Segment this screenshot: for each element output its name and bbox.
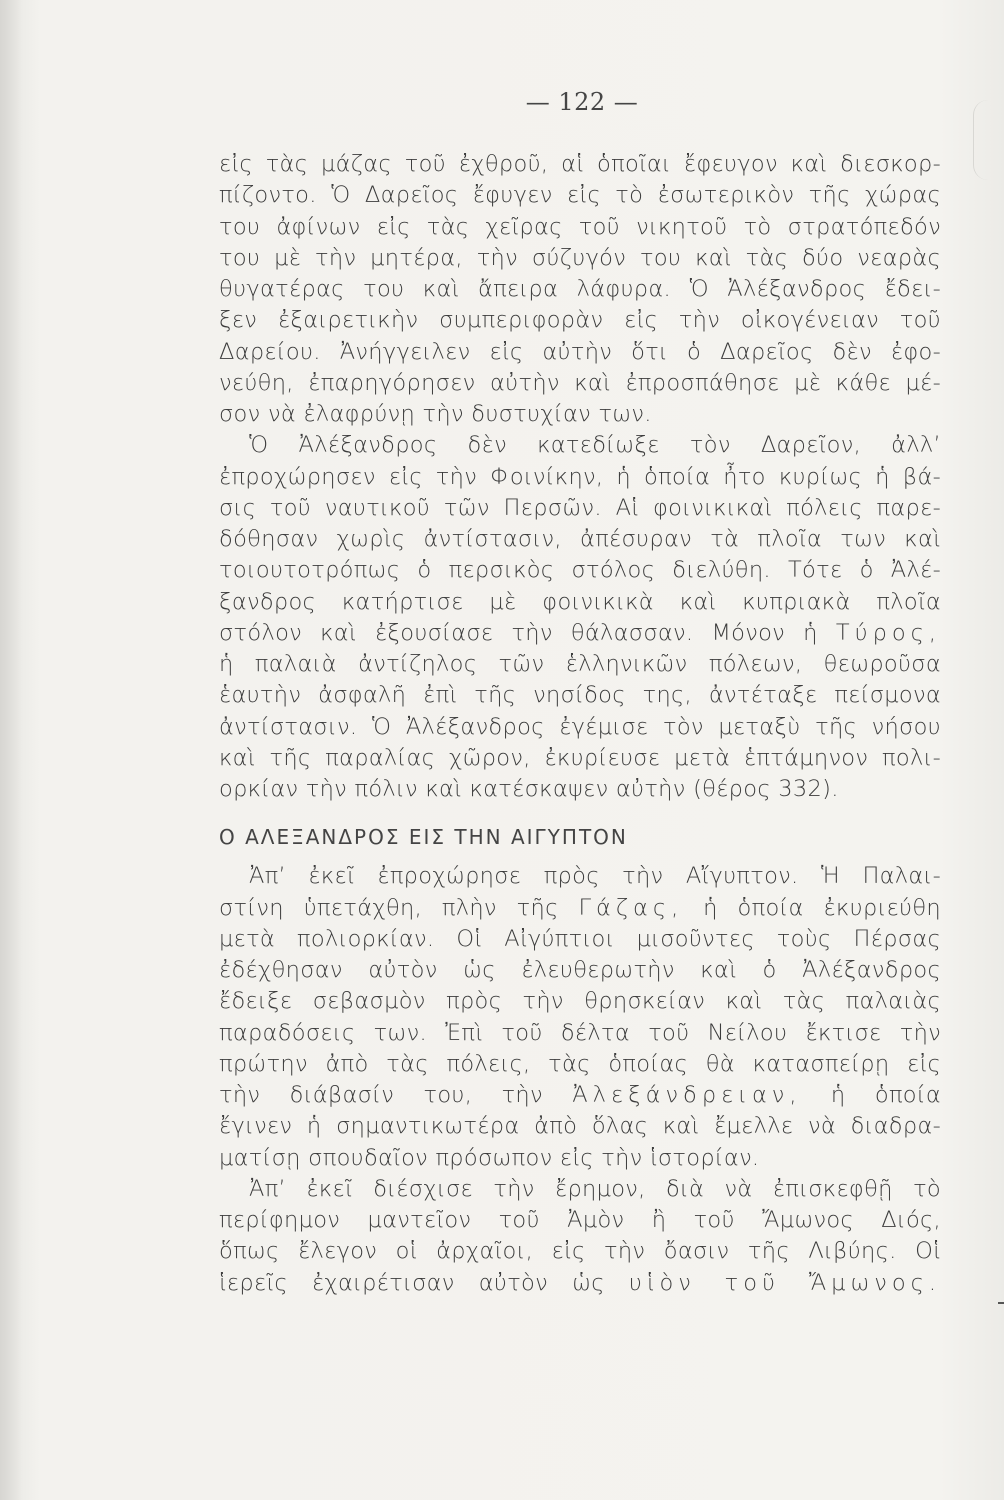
text-line: εἰς τὰς μάζας τοῦ ἐχθροῦ, αἱ ὁποῖαι ἔφευγον καὶ διεσκορ-: [219, 151, 941, 177]
text-segment: στίνη ὑπετάχθη, πλὴν τῆς: [219, 894, 559, 921]
text-line: [219, 1080, 941, 1111]
emphasized-name-tyros: Τύρος,: [835, 619, 941, 646]
text-line: Ἀπ’ ἐκεῖ διέσχισε τὴν ἔρημον, διὰ νὰ ἐπισκεφθῇ τὸ: [249, 1175, 941, 1202]
text-line: ἀντίστασιν. Ὁ Ἀλέξανδρος ἐγέμισε τὸν μεταξὺ τῆς νήσου: [219, 713, 941, 740]
text-segment: ἱερεῖς ἐχαιρέτισαν αὐτὸν ὡς: [219, 1269, 605, 1296]
text-line: ἡ παλαιὰ ἀντίζηλος τῶν ἑλληνικῶν πόλεων, θεωροῦσα: [219, 651, 941, 677]
body-text: [219, 149, 941, 1299]
text-line: ξεν ἐξαιρετικὴν συμπεριφορὰν εἰς τὴν οἰκογένειαν τοῦ: [219, 307, 941, 334]
text-line: περίφημον μαντεῖον τοῦ Ἀμὸν ἢ τοῦ Ἄμωνος Διός,: [219, 1207, 941, 1233]
text-line: [219, 1268, 941, 1299]
text-line: δόθησαν χωρὶς ἀντίστασιν, ἀπέσυραν τὰ πλοῖα των καὶ: [219, 526, 941, 552]
text-line: ορκίαν τὴν πόλιν καὶ κατέσκαψεν αὐτὴν (θέρος 332).: [219, 776, 839, 802]
emphasized-name-gaza: Γάζας,: [578, 894, 684, 921]
text-segment: στόλον καὶ ἐξουσίασε τὴν θάλασσαν. Μόνον ἡ: [219, 619, 818, 646]
text-line: Δαρείου. Ἀνήγγειλεν εἰς αὐτὴν ὅτι ὁ Δαρεῖος δὲν ἐφο-: [219, 338, 941, 365]
text-segment: ἡ ὁποία ἐκυριεύθη: [703, 894, 941, 921]
text-segment: ἡ ὁποία: [830, 1082, 941, 1108]
text-line: Ἀπ’ ἐκεῖ ἐπροχώρησε πρὸς τὴν Αἴγυπτον. Ἡ Παλαι-: [249, 863, 941, 890]
binding-shadow: [0, 0, 22, 1500]
section-heading: Ο ΑΛΕΞΑΝΔΡΟΣ ΕΙΣ ΤΗΝ ΑΙΓΥΠΤΟΝ: [219, 825, 628, 850]
text-line: πρώτην ἀπὸ τὰς πόλεις, τὰς ὁποίας θὰ κατασπείρῃ εἰς: [219, 1050, 941, 1077]
text-line: ἐπροχώρησεν εἰς τὴν Φοινίκην, ἡ ὁποία ἦτο κυρίως ἡ βά-: [219, 463, 941, 490]
text-line: ἔγινεν ἡ σημαντικωτέρα ἀπὸ ὅλας καὶ ἔμελλε νὰ διαδρα-: [219, 1113, 941, 1140]
text-line: παραδόσεις των. Ἐπὶ τοῦ δέλτα τοῦ Νείλου ἔκτισε τὴν: [219, 1019, 941, 1046]
text-line: του μὲ τὴν μητέρα, τὴν σύζυγόν του καὶ τὰς δύο νεαρὰς: [219, 244, 941, 271]
edge-mark: [998, 1302, 1004, 1304]
text-line: του ἀφίνων εἰς τὰς χεῖρας τοῦ νικητοῦ τὸ στρατόπεδόν: [219, 213, 941, 240]
text-line: καὶ τῆς παραλίας χῶρον, ἐκυρίευσε μετὰ ἑπτάμηνον πολι-: [219, 744, 941, 771]
text-line: τοιουτοτρόπως ὁ περσικὸς στόλος διελύθη. Τότε ὁ Ἀλέ-: [219, 557, 941, 584]
text-line: ἑαυτὴν ἀσφαλῆ ἐπὶ τῆς νησίδος της, ἀντέταξε πείσμονα: [219, 682, 941, 709]
text-line: ἔδειξε σεβασμὸν πρὸς τὴν θρησκείαν καὶ τὰς παλαιὰς: [219, 988, 941, 1015]
emphasized-phrase-son-of-ammon: υἱὸν τοῦ Ἄμωνος.: [628, 1269, 941, 1296]
text-line: ξανδρος κατήρτισε μὲ φοινικικὰ καὶ κυπριακὰ πλοῖα: [219, 588, 941, 615]
text-line: νεύθη, ἐπαρηγόρησεν αὐτὴν καὶ ἐπροσπάθησε μὲ κάθε μέ-: [219, 369, 941, 396]
text-segment: τὴν διάβασίν του, τὴν: [219, 1082, 543, 1108]
text-line: ἐδέχθησαν αὐτὸν ὡς ἐλευθερωτὴν καὶ ὁ Ἀλέξανδρος: [219, 957, 941, 983]
text-line: [219, 618, 941, 649]
text-line: Ὁ Ἀλέξανδρος δὲν κατεδίωξε τὸν Δαρεῖον, ἀλλ’: [249, 432, 941, 459]
text-line: θυγατέρας του καὶ ἄπειρα λάφυρα. Ὁ Ἀλέξανδρος ἔδει-: [219, 276, 941, 302]
text-line: ὅπως ἔλεγον οἱ ἀρχαῖοι, εἰς τὴν ὄασιν τῆς Λιβύης. Οἱ: [219, 1238, 941, 1265]
text-line: σον νὰ ἐλαφρύνῃ τὴν δυστυχίαν των.: [219, 401, 652, 427]
text-line: ματίσῃ σπουδαῖον πρόσωπον εἰς τὴν ἱστορίαν.: [219, 1144, 760, 1171]
text-line: [219, 893, 941, 924]
text-line: πίζοντο. Ὁ Δαρεῖος ἔφυγεν εἰς τὸ ἐσωτερικὸν τῆς χώρας: [219, 182, 941, 209]
page-number: — 122 —: [525, 88, 639, 116]
text-line: μετὰ πολιορκίαν. Οἱ Αἰγύπτιοι μισοῦντες τοὺς Πέρσας: [219, 925, 941, 952]
emphasized-name-alexandreia: Ἀλεξάνδρειαν,: [572, 1082, 802, 1108]
text-line: σις τοῦ ναυτικοῦ τῶν Περσῶν. Αἱ φοινικικαὶ πόλεις παρε-: [219, 494, 941, 521]
